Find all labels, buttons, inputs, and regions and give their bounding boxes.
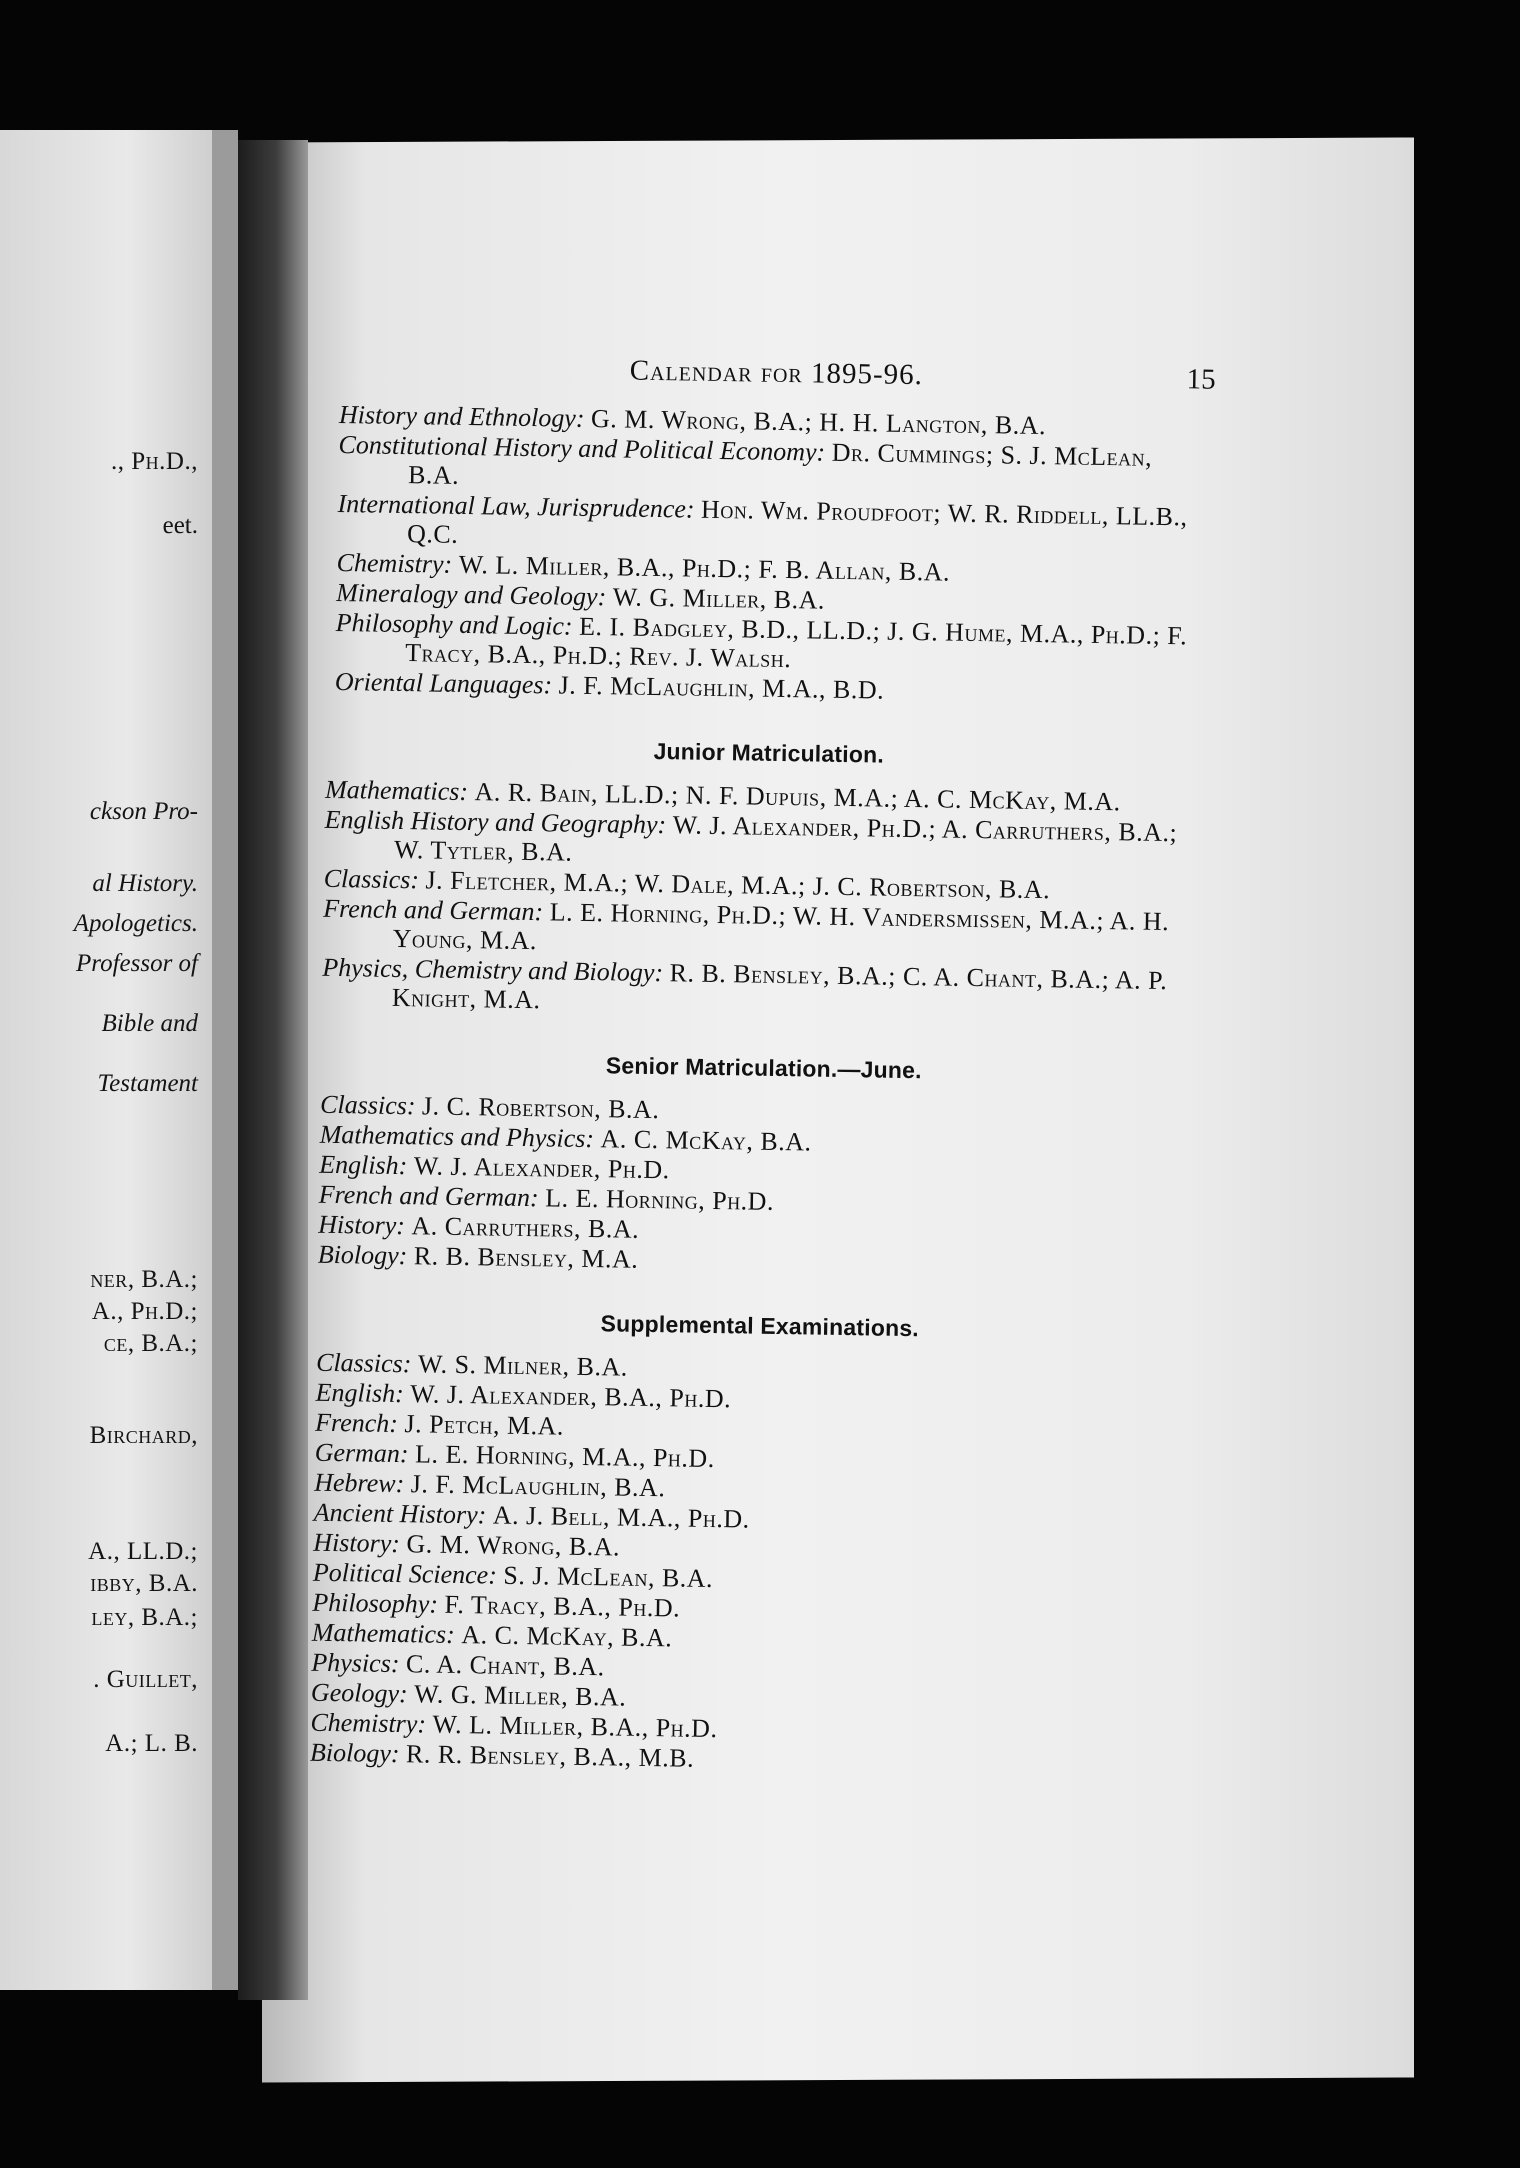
subject-label: International Law, Jurisprudence:: [337, 488, 695, 524]
senior-list: [318, 1090, 1199, 1283]
left-page-line: Apologetics.: [73, 910, 198, 937]
subject-label: Physics:: [311, 1647, 400, 1679]
subject-label: Geology:: [310, 1677, 408, 1709]
examiner-names: J. Petch, M.A.: [404, 1409, 565, 1441]
left-page-line: Birchard,: [89, 1422, 198, 1449]
examiner-names: E. I. Badgley, B.D., LL.D.; J. G. Hume, M.A., Ph.D.; F. Tracy, B.A., Ph.D.; Rev. J. Walsh.: [405, 611, 1188, 674]
page-gutter: [212, 130, 238, 1990]
page-content: [309, 352, 1216, 1781]
examiner-names: L. E. Horning, M.A., Ph.D.: [414, 1439, 715, 1474]
subject-label: English History and Geography:: [324, 804, 667, 840]
examiner-names: S. J. McLean, B.A.: [503, 1560, 714, 1594]
examiner-names: J. F. McLaughlin, M.A., B.D.: [558, 670, 885, 705]
subject-label: Philosophy:: [312, 1587, 439, 1619]
left-page-line: ., Ph.D.,: [111, 448, 198, 475]
examiner-names: L. E. Horning, Ph.D.: [544, 1183, 775, 1216]
examiner-names: R. R. Bensley, B.A., M.B.: [405, 1739, 695, 1773]
spine-shadow: [238, 140, 308, 2000]
examiner-names: A. Carruthers, B.A.: [411, 1211, 640, 1244]
subject-label: Philosophy and Logic:: [335, 607, 573, 641]
subject-label: French:: [314, 1407, 399, 1439]
left-page-line: al History.: [92, 870, 198, 897]
left-page-line: ner, B.A.;: [90, 1266, 198, 1293]
examiner-names: R. B. Bensley, B.A.; C. A. Chant, B.A.; A. P. Knight, M.A.: [391, 958, 1168, 1015]
left-page-line: Professor of: [76, 950, 198, 977]
left-page-line: Testament: [97, 1070, 198, 1097]
subject-label: Mathematics:: [311, 1617, 456, 1649]
subject-label: Chemistry:: [336, 547, 453, 579]
examiner-names: W. S. Milner, B.A.: [417, 1349, 629, 1382]
examiner-names: W. J. Alexander, B.A., Ph.D.: [410, 1379, 732, 1414]
examiner-names: W. L. Miller, B.A., Ph.D.: [432, 1709, 718, 1744]
examiner-names: A. R. Bain, LL.D.; N. F. Dupuis, M.A.; A. C. McKay, M.A.: [474, 777, 1121, 817]
examiner-names: W. G. Miller, B.A.: [413, 1679, 627, 1712]
subject-label: Hebrew:: [314, 1467, 405, 1499]
junior-list: [322, 775, 1204, 1025]
subject-label: Mineralogy and Geology:: [335, 577, 607, 612]
examiner-names: G. M. Wrong, B.A.; H. H. Langton, B.A.: [590, 403, 1047, 441]
left-page-line: eet.: [162, 512, 198, 539]
list-item: [322, 953, 1201, 1025]
subject-label: Political Science:: [312, 1557, 498, 1590]
examiner-names: W. G. Miller, B.A.: [612, 582, 826, 615]
left-page-line: A., LL.D.;: [88, 1538, 198, 1565]
subject-label: German:: [314, 1437, 409, 1469]
left-page: [0, 130, 212, 1990]
page-number: 15: [1186, 363, 1216, 396]
subject-label: Biology:: [317, 1239, 408, 1271]
examiner-names: W. J. Alexander, Ph.D.; A. Carruthers, B.A.; W. Tytler, B.A.: [393, 810, 1178, 867]
subject-label: History:: [318, 1209, 406, 1241]
running-head: Calendar for 1895-96.: [629, 354, 924, 392]
left-page-line: Bible and: [101, 1010, 198, 1037]
examiner-names: J. Fletcher, M.A.; W. Dale, M.A.; J. C. Robertson, B.A.: [425, 865, 1051, 905]
section-title-junior: Junior Matriculation.: [653, 737, 885, 768]
left-page-line: ce, B.A.;: [103, 1330, 198, 1357]
subject-label: Mathematics and Physics:: [319, 1119, 595, 1154]
subject-label: French and German:: [323, 893, 544, 927]
subject-label: Constitutional History and Political Economy:: [338, 429, 826, 467]
section-title-supplemental: Supplemental Examinations.: [600, 1310, 920, 1342]
subject-label: History:: [313, 1527, 401, 1559]
subject-label: Biology:: [309, 1737, 400, 1769]
examiner-names: J. F. McLaughlin, B.A.: [410, 1469, 666, 1503]
left-page-line: ckson Pro-: [89, 798, 198, 825]
subject-label: Classics:: [315, 1347, 412, 1379]
subject-label: History and Ethnology:: [338, 399, 585, 433]
faculty-list: [335, 400, 1210, 710]
examiner-names: Hon. Wm. Proudfoot; W. R. Riddell, LL.B., Q.C.: [406, 494, 1188, 549]
subject-label: Ancient History:: [313, 1497, 487, 1530]
subject-label: Classics:: [319, 1089, 416, 1121]
subject-label: Mathematics:: [324, 774, 469, 807]
examiner-names: G. M. Wrong, B.A.: [406, 1529, 621, 1562]
section-title-senior: Senior Matriculation.—June.: [605, 1052, 922, 1084]
subject-label: Physics, Chemistry and Biology:: [322, 952, 664, 988]
subject-label: Oriental Languages:: [334, 666, 553, 700]
left-page-line: A., Ph.D.;: [91, 1298, 198, 1325]
supplemental-list: [310, 1348, 1194, 1781]
examiner-names: A. J. Bell, M.A., Ph.D.: [492, 1500, 750, 1534]
examiner-names: C. A. Chant, B.A.: [405, 1649, 605, 1682]
examiner-names: L. E. Horning, Ph.D.; W. H. Vandersmissen, M.A.; A. H. Young, M.A.: [392, 897, 1170, 956]
examiner-names: A. C. McKay, B.A.: [600, 1124, 812, 1157]
examiner-names: Dr. Cummings; S. J. McLean, B.A.: [407, 437, 1153, 490]
subject-label: Classics:: [323, 863, 420, 895]
examiner-names: W. J. Alexander, Ph.D.: [413, 1151, 670, 1185]
left-page-line: ibby, B.A.: [90, 1570, 198, 1597]
examiner-names: R. B. Bensley, M.A.: [413, 1241, 639, 1274]
left-page-line: . Guillet,: [93, 1666, 198, 1693]
left-page-line: ley, B.A.;: [91, 1604, 198, 1631]
subject-label: English:: [319, 1149, 408, 1181]
subject-label: English:: [315, 1377, 404, 1409]
left-page-line: A.; L. B.: [105, 1730, 198, 1757]
examiner-names: F. Tracy, B.A., Ph.D.: [444, 1589, 681, 1623]
examiner-names: J. C. Robertson, B.A.: [421, 1091, 660, 1125]
examiner-names: A. C. McKay, B.A.: [461, 1620, 673, 1653]
examiner-names: W. L. Miller, B.A., Ph.D.; F. B. Allan, B.A.: [458, 549, 951, 587]
subject-label: French and German:: [318, 1179, 539, 1213]
subject-label: Chemistry:: [310, 1707, 427, 1739]
